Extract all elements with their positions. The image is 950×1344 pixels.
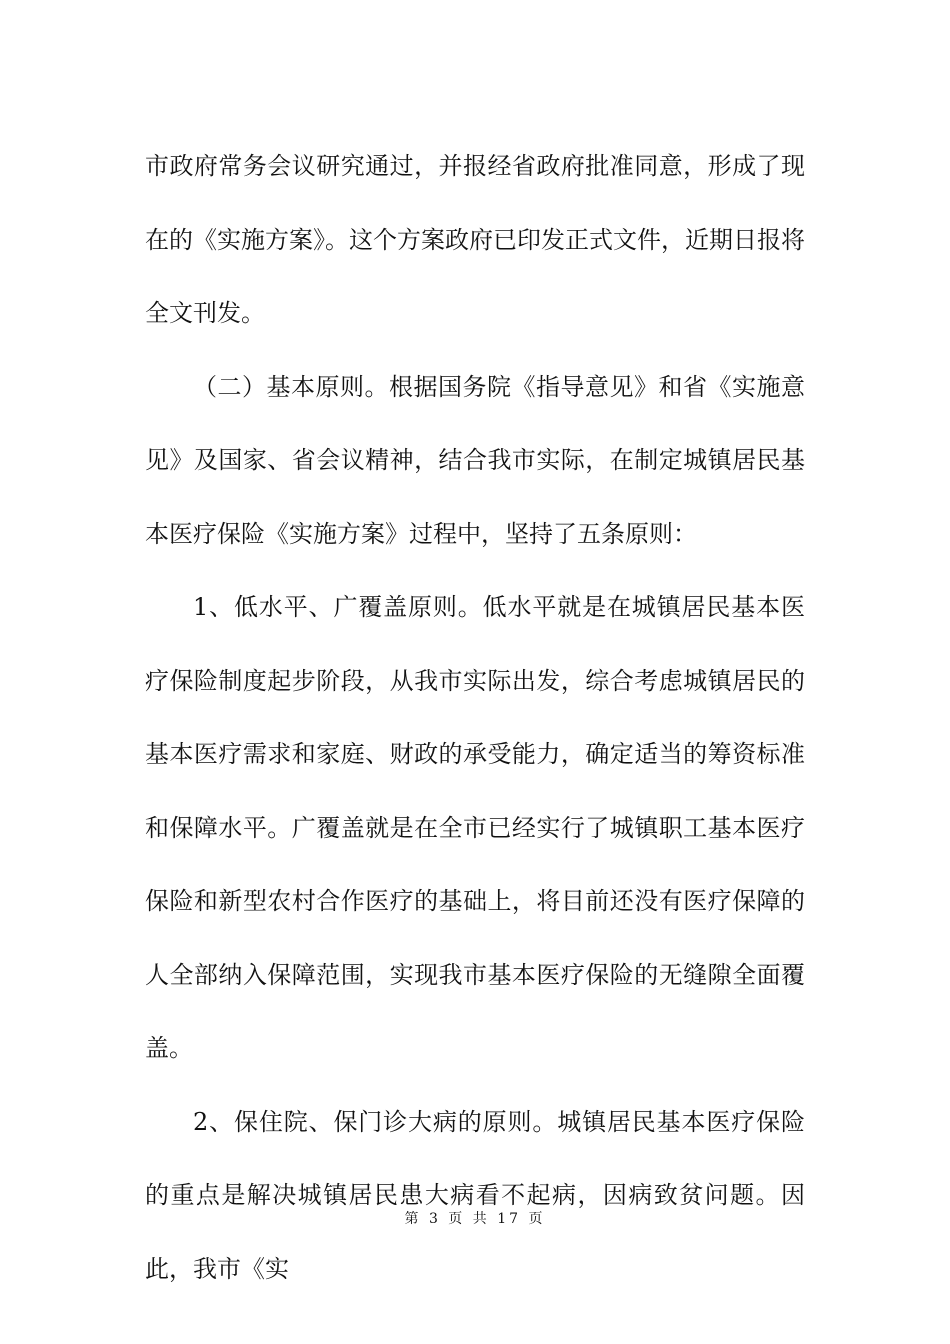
- paragraph-principle-1: 1、低水平、广覆盖原则。低水平就是在城镇居民基本医疗保险制度起步阶段，从我市实际出发，综合考虑城镇居民的基本医疗需求和家庭、财政的承受能力，确定适当的筹资标准和保障水平。广覆盖就是在全市已经实行了城镇职工基本医疗保险和新型农村合作医疗的基础上，将目前还没有医疗保障的人全部纳入保障范围，实现我市基本医疗保险的无缝隙全面覆盖。: [145, 593, 805, 1062]
- paragraph-continuation: 市政府常务会议研究通过，并报经省政府批准同意，形成了现在的《实施方案》。这个方案政府已印发正式文件，近期日报将全文刊发。: [145, 152, 805, 327]
- page-number-footer: 第 3 页 共 17 页: [404, 1211, 546, 1227]
- body-text: [145, 130, 805, 1306]
- paragraph-principle-2: 2、保住院、保门诊大病的原则。城镇居民基本医疗保险的重点是解决城镇居民患大病看不起病，因病致贫问题。因此，我市《实: [145, 1107, 805, 1283]
- paragraph-basic-principles: （二）基本原则。根据国务院《指导意见》和省《实施意见》及国家、省会议精神，结合我市实际，在制定城镇居民基本医疗保险《实施方案》过程中，坚持了五条原则：: [145, 372, 805, 548]
